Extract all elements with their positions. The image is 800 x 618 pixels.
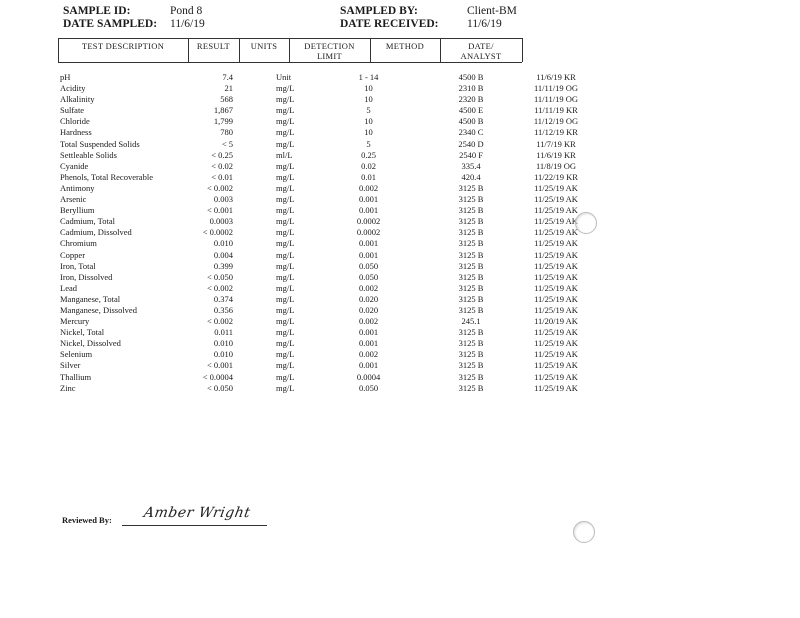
- header-bottom-rule: [58, 62, 522, 63]
- cell-method: 4500 B: [458, 116, 484, 127]
- col-detection-line2: LIMIT: [316, 51, 343, 61]
- cell-units: mg/L: [276, 116, 295, 127]
- table-row: [60, 283, 611, 294]
- cell-result: < 0.002: [206, 282, 233, 293]
- table-row: [60, 161, 611, 172]
- cell-method: 3125 B: [458, 349, 484, 360]
- cell-date: 11/25/19 AK: [534, 371, 578, 382]
- cell-limit: 0.002: [358, 282, 379, 293]
- punch-hole: [575, 212, 597, 234]
- cell-limit: 0.001: [358, 238, 379, 249]
- cell-method: 4500 B: [458, 72, 484, 82]
- cell-method: 3125 B: [458, 304, 484, 315]
- cell-method: 3125 B: [458, 238, 484, 249]
- cell-units: mg/L: [276, 94, 295, 105]
- cell-method: 420.4: [461, 171, 481, 182]
- cell-units: mg/L: [276, 182, 295, 193]
- cell-units: mg/L: [276, 205, 295, 216]
- cell-limit: 0.002: [358, 182, 379, 193]
- date-received-value: 11/6/19: [467, 18, 502, 30]
- col-test-description: TEST DESCRIPTION: [81, 41, 165, 51]
- cell-method: 2540 F: [459, 149, 483, 160]
- col-method: METHOD: [385, 41, 425, 51]
- col-date-line1: DATE/: [468, 41, 494, 51]
- cell-result: < 0.001: [206, 360, 233, 371]
- table-row: [60, 360, 611, 371]
- cell-date: 11/8/19 OG: [535, 160, 577, 171]
- table-row: [60, 139, 611, 150]
- cell-date: 11/25/19 AK: [534, 227, 578, 238]
- cell-limit: 5: [366, 138, 371, 149]
- cell-test: Nickel, Total: [60, 327, 105, 338]
- cell-result: < 0.050: [206, 382, 233, 393]
- sampled-by-value: Client-BM: [467, 5, 517, 17]
- cell-method: 3125 B: [458, 182, 484, 193]
- cell-result: 780: [220, 127, 233, 138]
- cell-test: Manganese, Total: [60, 293, 121, 304]
- cell-units: mg/L: [276, 105, 295, 116]
- cell-method: 3125 B: [458, 260, 484, 271]
- cell-method: 3125 B: [458, 327, 484, 338]
- cell-date: 11/25/19 AK: [534, 360, 578, 371]
- cell-date: 11/25/19 AK: [534, 194, 578, 205]
- cell-method: 245.1: [461, 316, 481, 327]
- date-received-label: DATE RECEIVED:: [340, 18, 439, 30]
- cell-method: 3125 B: [458, 249, 484, 260]
- cell-test: Cadmium, Total: [60, 216, 115, 227]
- cell-result: < 0.002: [206, 182, 233, 193]
- cell-date: 11/25/19 AK: [534, 349, 578, 360]
- cell-date: 11/25/19 AK: [534, 182, 578, 193]
- cell-units: mg/L: [276, 349, 295, 360]
- cell-limit: 1 - 14: [358, 72, 379, 82]
- cell-units: mg/L: [276, 371, 295, 382]
- cell-date: 11/25/19 AK: [534, 293, 578, 304]
- cell-units: mg/L: [276, 138, 295, 149]
- cell-units: mg/L: [276, 260, 295, 271]
- cell-limit: 0.050: [358, 271, 379, 282]
- table-row: [60, 349, 611, 360]
- col-date-line2: ANALYST: [460, 51, 502, 61]
- col-units: UNITS: [250, 41, 278, 51]
- col-result: RESULT: [196, 41, 231, 51]
- cell-limit: 10: [364, 116, 373, 127]
- cell-result: < 0.02: [211, 160, 233, 171]
- signature-line: [122, 525, 267, 526]
- results-table: [60, 72, 611, 394]
- cell-test: Settleable Solids: [60, 149, 117, 160]
- cell-test: Silver: [60, 360, 81, 371]
- cell-units: ml/L: [276, 149, 293, 160]
- cell-method: 3125 B: [458, 293, 484, 304]
- cell-method: 335.4: [461, 160, 481, 171]
- cell-test: Antimony: [60, 182, 95, 193]
- cell-test: Beryllium: [60, 205, 95, 216]
- cell-units: mg/L: [276, 249, 295, 260]
- table-row: [60, 327, 611, 338]
- table-row: [60, 250, 611, 261]
- cell-date: 11/25/19 AK: [534, 260, 578, 271]
- cell-date: 11/11/19 OG: [534, 83, 578, 94]
- cell-limit: 0.25: [361, 149, 376, 160]
- cell-result: < 0.002: [206, 316, 233, 327]
- cell-limit: 0.001: [358, 205, 379, 216]
- table-row: [60, 383, 611, 394]
- cell-date: 11/12/19 KR: [534, 127, 578, 138]
- cell-result: < 5: [221, 138, 233, 149]
- cell-date: 11/25/19 AK: [534, 327, 578, 338]
- date-sampled-label: DATE SAMPLED:: [63, 18, 158, 30]
- cell-method: 3125 B: [458, 227, 484, 238]
- table-row: [60, 338, 611, 349]
- cell-method: 3125 B: [458, 360, 484, 371]
- cell-limit: 0.001: [358, 338, 379, 349]
- cell-test: Alkalinity: [60, 94, 95, 105]
- cell-test: Selenium: [60, 349, 93, 360]
- cell-date: 11/25/19 AK: [534, 304, 578, 315]
- table-row: [60, 94, 611, 105]
- table-row: [60, 72, 611, 83]
- table-row: [60, 372, 611, 383]
- col-date-analyst: [440, 41, 522, 61]
- cell-limit: 0.001: [358, 194, 379, 205]
- table-row: [60, 316, 611, 327]
- sample-id-value: Pond 8: [170, 5, 203, 17]
- reviewer-signature: Amber Wright: [142, 505, 252, 521]
- cell-result: 0.004: [213, 249, 233, 260]
- cell-limit: 0.0002: [356, 216, 381, 227]
- cell-method: 3125 B: [458, 216, 484, 227]
- cell-units: mg/L: [276, 338, 295, 349]
- cell-limit: 0.020: [358, 293, 379, 304]
- table-row: [60, 305, 611, 316]
- cell-units: mg/L: [276, 293, 295, 304]
- cell-units: mg/L: [276, 127, 295, 138]
- cell-date: 11/12/19 OG: [533, 116, 579, 127]
- cell-limit: 10: [364, 127, 373, 138]
- table-row: [60, 205, 611, 216]
- cell-units: Unit: [276, 72, 292, 82]
- table-row: [60, 227, 611, 238]
- cell-limit: 10: [364, 94, 373, 105]
- cell-date: 11/25/19 AK: [534, 382, 578, 393]
- cell-method: 2340 C: [458, 127, 484, 138]
- col-detection-limit: [289, 41, 370, 61]
- table-row: [60, 116, 611, 127]
- cell-limit: 10: [364, 83, 373, 94]
- cell-test: Total Suspended Solids: [60, 138, 140, 149]
- cell-limit: 5: [366, 105, 371, 116]
- cell-date: 11/11/19 KR: [534, 105, 578, 116]
- cell-test: Hardness: [60, 127, 92, 138]
- cell-date: 11/25/19 AK: [534, 205, 578, 216]
- cell-method: 3125 B: [458, 338, 484, 349]
- cell-date: 11/11/19 OG: [534, 94, 578, 105]
- cell-date: 11/25/19 AK: [534, 271, 578, 282]
- cell-test: Sulfate: [60, 105, 85, 116]
- cell-result: 568: [220, 94, 233, 105]
- cell-date: 11/25/19 AK: [534, 249, 578, 260]
- cell-units: mg/L: [276, 227, 295, 238]
- cell-limit: 0.001: [358, 360, 379, 371]
- cell-method: 4500 E: [458, 105, 484, 116]
- cell-limit: 0.01: [361, 171, 376, 182]
- cell-units: mg/L: [276, 238, 295, 249]
- table-row: [60, 272, 611, 283]
- cell-units: mg/L: [276, 216, 295, 227]
- cell-limit: 0.020: [358, 304, 379, 315]
- cell-limit: 0.050: [358, 260, 379, 271]
- cell-test: Chromium: [60, 238, 97, 249]
- cell-units: mg/L: [276, 327, 295, 338]
- cell-result: 0.356: [213, 304, 233, 315]
- table-row: [60, 150, 611, 161]
- table-row: [60, 294, 611, 305]
- sample-id-label: SAMPLE ID:: [63, 5, 131, 17]
- cell-method: 3125 B: [458, 382, 484, 393]
- cell-units: mg/L: [276, 271, 295, 282]
- cell-test: Chloride: [60, 116, 90, 127]
- cell-result: 0.010: [213, 338, 233, 349]
- cell-result: < 0.0002: [202, 227, 233, 238]
- cell-result: 0.010: [213, 238, 233, 249]
- cell-units: mg/L: [276, 194, 295, 205]
- header-top-rule: [58, 38, 522, 39]
- cell-units: mg/L: [276, 160, 295, 171]
- cell-result: 1,799: [213, 116, 233, 127]
- cell-method: 3125 B: [458, 271, 484, 282]
- cell-test: Phenols, Total Recoverable: [60, 171, 153, 182]
- cell-units: mg/L: [276, 304, 295, 315]
- cell-limit: 0.002: [358, 316, 379, 327]
- cell-units: mg/L: [276, 171, 295, 182]
- cell-limit: 0.002: [358, 349, 379, 360]
- table-row: [60, 216, 611, 227]
- reviewed-by-label: Reviewed By:: [62, 515, 112, 525]
- sampled-by-label: SAMPLED BY:: [340, 5, 418, 17]
- cell-date: 11/25/19 AK: [534, 338, 578, 349]
- cell-units: mg/L: [276, 360, 295, 371]
- cell-result: 0.003: [213, 194, 233, 205]
- cell-units: mg/L: [276, 282, 295, 293]
- table-row: [60, 83, 611, 94]
- cell-result: < 0.001: [206, 205, 233, 216]
- table-row: [60, 127, 611, 138]
- cell-method: 2540 D: [458, 138, 484, 149]
- results-body: [60, 72, 611, 394]
- table-row: [60, 238, 611, 249]
- cell-test: Cadmium, Dissolved: [60, 227, 132, 238]
- cell-method: 3125 B: [458, 282, 484, 293]
- cell-result: 21: [224, 83, 233, 94]
- cell-result: < 0.25: [211, 149, 233, 160]
- cell-method: 3125 B: [458, 371, 484, 382]
- cell-date: 11/7/19 KR: [536, 138, 576, 149]
- punch-hole: [573, 521, 595, 543]
- table-row: [60, 183, 611, 194]
- cell-limit: 0.050: [358, 382, 379, 393]
- cell-result: < 0.01: [211, 171, 233, 182]
- col-detection-line1: DETECTION: [304, 41, 355, 51]
- cell-result: 0.010: [213, 349, 233, 360]
- cell-test: Iron, Dissolved: [60, 271, 113, 282]
- cell-units: mg/L: [276, 316, 295, 327]
- cell-result: 0.011: [214, 327, 233, 338]
- cell-result: 0.374: [213, 293, 233, 304]
- cell-test: Nickel, Dissolved: [60, 338, 121, 349]
- cell-date: 11/20/19 AK: [534, 316, 578, 327]
- cell-method: 2320 B: [458, 94, 484, 105]
- cell-units: mg/L: [276, 83, 295, 94]
- cell-test: Lead: [60, 282, 77, 293]
- cell-limit: 0.02: [361, 160, 376, 171]
- cell-result: 0.399: [213, 260, 233, 271]
- cell-method: 3125 B: [458, 194, 484, 205]
- table-row: [60, 194, 611, 205]
- table-row: [60, 172, 611, 183]
- cell-test: Arsenic: [60, 194, 87, 205]
- cell-limit: 0.0002: [356, 227, 381, 238]
- cell-units: mg/L: [276, 382, 295, 393]
- header-divider: [522, 38, 523, 62]
- cell-result: 7.4: [222, 72, 233, 82]
- cell-date: 11/25/19 AK: [534, 282, 578, 293]
- table-row: [60, 105, 611, 116]
- cell-limit: 0.001: [358, 327, 379, 338]
- date-sampled-value: 11/6/19: [170, 18, 205, 30]
- cell-test: Acidity: [60, 83, 86, 94]
- cell-date: 11/6/19 KR: [536, 149, 576, 160]
- cell-method: 3125 B: [458, 205, 484, 216]
- cell-result: < 0.0004: [202, 371, 233, 382]
- cell-result: 0.0003: [209, 216, 233, 227]
- cell-date: 11/25/19 AK: [534, 238, 578, 249]
- cell-test: Manganese, Dissolved: [60, 304, 137, 315]
- cell-test: Iron, Total: [60, 260, 96, 271]
- cell-limit: 0.001: [358, 249, 379, 260]
- cell-test: pH: [60, 72, 71, 82]
- cell-result: 1,867: [213, 105, 233, 116]
- cell-test: Cyanide: [60, 160, 89, 171]
- cell-limit: 0.0004: [356, 371, 381, 382]
- cell-test: Mercury: [60, 316, 90, 327]
- table-row: [60, 261, 611, 272]
- cell-test: Zinc: [60, 382, 76, 393]
- cell-date: 11/25/19 AK: [534, 216, 578, 227]
- cell-test: Copper: [60, 249, 86, 260]
- cell-test: Thallium: [60, 371, 92, 382]
- cell-date: 11/6/19 KR: [536, 72, 576, 82]
- cell-method: 2310 B: [458, 83, 484, 94]
- cell-result: < 0.050: [206, 271, 233, 282]
- cell-date: 11/22/19 KR: [534, 171, 578, 182]
